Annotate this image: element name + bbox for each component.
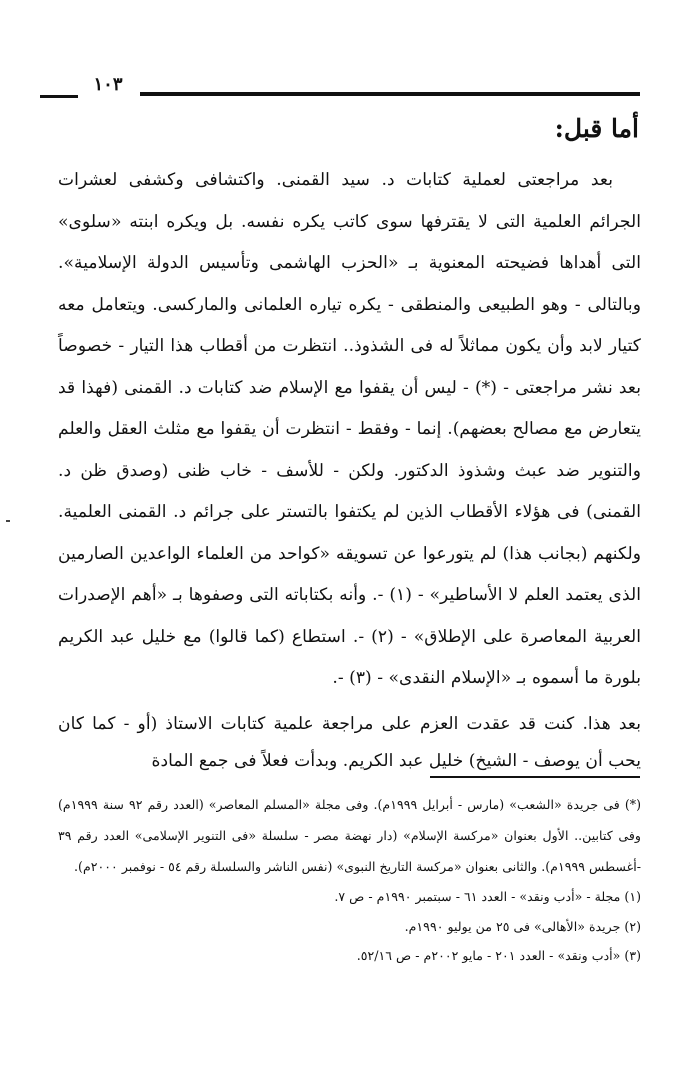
- scan-mark: [6, 520, 10, 522]
- body-paragraph: بعد مراجعتى لعملية كتابات د. سيد القمنى. واكتشافى وكشفى لعشرات الجرائم العلمية التى لا يقترفها سوى كاتب يكره نفسه. بل ويكره ابنته «سلوى» التى أهداها فضيحته المعنوية بـ «الحزب الهاشمى وتأسيس الدولة الإسلامية». وبالتالى - وهو الطبيعى والمنطقى - يكره تياره العلمانى والماركسى. ويتعامل معه كتيار لابد وأن يكون مماثلاً له فى الشذوذ.. انتظرت من أقطاب هذا التيار - خصوصاً بعد نشر مراجعتى - (*) - ليس أن يقفوا مع الإسلام ضد كتابات د. القمنى (فهذا قد يتعارض مع مصالح بعضهم). إنما - وفقط - انتظرت أن يقفوا مع مثلث العقل والعلم والتنوير ضد عبث وشذوذ الدكتور. ولكن - للأسف - خاب ظنى (وصدق ظن د. القمنى) فى هؤلاء الأقطاب الذين لم يكتفوا بالتستر على جرائم د. القمنى العلمية. ولكنهم (بجانب هذا) لم يتورعوا عن تسويقه «كواحد من العلماء الواعدين الصارمين الذى يعتمد العلم لا الأساطير» - (١) -. وأنه بكتاباته التى وصفوها بـ «أهم الإصدرات العربية المعاصرة على الإطلاق» - (٢) -. استطاع (كما قالوا) مع خليل عبد الكريم بلورة ما أسموه بـ «الإسلام النقدى» - (٣) -.: [58, 170, 641, 688]
- footnote-item: (١) مجلة - «أدب ونقد» - العدد ٦١ - سبتمبر ١٩٩٠م - ص ٧.: [334, 889, 641, 904]
- section-heading: أما قبل:: [554, 114, 639, 143]
- footnote-item: (*) فى جريدة «الشعب» (مارس - أبرايل ١٩٩٩م). وفى مجلة «المسلم المعاصر» (العدد رقم ٩٢ سنة ١٩٩٩م) وفى كتابين.. الأول بعنوان «مركسة الإسلام» (دار نهضة مصر - سلسلة «فى التنوير الإسلامى» العدد رقم ٣٩ -أغسطس ١٩٩٩م). والثانى بعنوان «مركسة التاريخ النبوى» (نفس الناشر والسلسلة رقم ٥٤ - نوفمبر ٢٠٠٠م).: [58, 797, 641, 874]
- body-paragraph: بعد هذا. كنت قد عقدت العزم على مراجعة علمية كتابات الاستاذ (أو - كما كان يحب أن يوصف - الشيخ) خليل عبد الكريم. وبدأت فعلاً فى جمع المادة: [58, 713, 641, 771]
- footnotes: [58, 789, 641, 971]
- body-text: [58, 160, 641, 780]
- footnote-item: (٣) «أدب ونقد» - العدد ٢٠١ - مايو ٢٠٠٢م - ص ٥٢/١٦.: [356, 948, 641, 963]
- footnote-separator: [430, 776, 640, 778]
- page-number: ١٠٣: [93, 74, 123, 95]
- header-rule: [140, 92, 640, 96]
- header-rule-short: [40, 95, 78, 98]
- footnote-item: (٢) جريدة «الأهالى» فى ٢٥ من يوليو ١٩٩٠م.: [404, 918, 641, 934]
